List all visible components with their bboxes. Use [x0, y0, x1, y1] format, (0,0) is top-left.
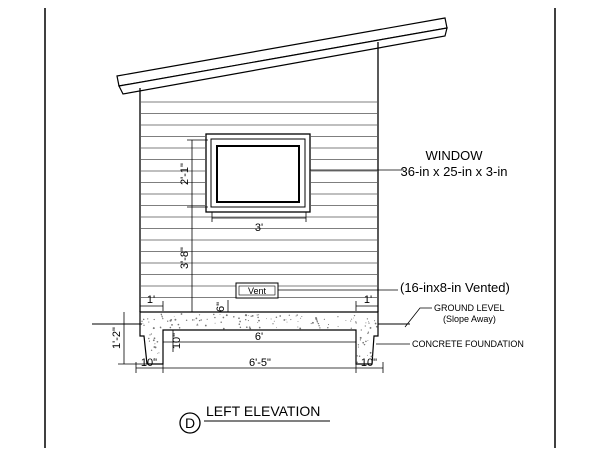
- hatch-dot: [356, 362, 358, 364]
- hatch-dot: [170, 327, 172, 329]
- hatch-dot: [317, 321, 318, 322]
- slope-label: (Slope Away): [443, 314, 496, 324]
- hatch-dot: [272, 323, 273, 324]
- vent-note: (16-inx8-in Vented): [400, 280, 510, 295]
- hatch-dot: [355, 321, 356, 322]
- hatch-dot: [376, 326, 378, 328]
- hatch-dot: [266, 318, 267, 319]
- hatch-dot: [300, 318, 301, 319]
- hatch-dot: [318, 323, 319, 324]
- hatch-dot: [370, 327, 372, 329]
- foundation-label: CONCRETE FOUNDATION: [412, 339, 524, 349]
- hatch-dot: [258, 320, 260, 322]
- hatch-dot: [356, 322, 357, 323]
- hatch-dot: [171, 324, 173, 326]
- hatch-dot: [240, 327, 241, 328]
- hatch-dot: [360, 337, 362, 339]
- hatch-dot: [174, 319, 176, 321]
- hatch-dot: [154, 319, 155, 320]
- hatch-dot: [252, 315, 254, 317]
- hatch-dot: [249, 328, 251, 330]
- hatch-dot: [141, 321, 142, 322]
- hatch-dot: [367, 340, 368, 341]
- hatch-dot: [370, 352, 372, 354]
- hatch-dot: [286, 319, 287, 320]
- hatch-dot: [257, 314, 258, 315]
- hatch-dot: [197, 325, 198, 326]
- hatch-dot: [315, 318, 317, 320]
- hatch-dot: [297, 314, 298, 315]
- hatch-dot: [365, 325, 366, 326]
- hatch-dot: [142, 323, 143, 324]
- overall-inner-label: 6'-5": [249, 357, 271, 369]
- vent-gap-label: 6": [215, 301, 227, 313]
- hatch-dot: [271, 319, 272, 320]
- hatch-dot: [353, 318, 354, 319]
- hatch-dot: [374, 320, 375, 321]
- hatch-dot: [215, 323, 216, 324]
- hatch-dot: [196, 325, 197, 326]
- window-label: WINDOW: [425, 148, 483, 163]
- hatch-dot: [154, 337, 156, 339]
- footing-depth-label: 1'-2": [111, 327, 123, 349]
- hatch-dot: [143, 325, 144, 326]
- hatch-dot: [196, 318, 198, 320]
- hatch-dot: [364, 344, 365, 345]
- hatch-dot: [361, 329, 362, 330]
- hatch-dot: [297, 326, 298, 327]
- hatch-dot: [350, 321, 351, 322]
- vent-label: Vent: [247, 286, 267, 296]
- hatch-dot: [248, 315, 249, 316]
- hatch-dot: [226, 314, 228, 316]
- hatch-dot: [318, 325, 319, 326]
- hatch-dot: [375, 323, 376, 324]
- hatch-dot: [197, 324, 198, 325]
- hatch-dot: [151, 333, 152, 334]
- hatch-dot: [245, 319, 246, 320]
- hatch-dot: [283, 319, 285, 321]
- hatch-dot: [186, 320, 187, 321]
- hatch-dot: [290, 319, 291, 320]
- hatch-dot: [178, 324, 180, 326]
- hatch-dot: [214, 317, 215, 318]
- hatch-dot: [223, 328, 225, 330]
- hatch-dot: [157, 353, 158, 354]
- hatch-dot: [367, 318, 368, 319]
- hatch-dot: [351, 319, 352, 320]
- hatch-dot: [239, 323, 241, 325]
- hatch-dot: [351, 328, 352, 329]
- hatch-dot: [324, 319, 325, 320]
- hatch-dot: [345, 320, 346, 321]
- hatch-dot: [299, 327, 301, 329]
- sill-height-label: 3'-8": [179, 247, 191, 269]
- hatch-dot: [337, 316, 338, 317]
- hatch-dot: [199, 320, 200, 321]
- hatch-dot: [276, 327, 277, 328]
- hatch-dot: [162, 318, 163, 319]
- hatch-dot: [149, 340, 150, 341]
- hatch-dot: [192, 319, 194, 321]
- hatch-dot: [149, 334, 150, 335]
- hatch-dot: [148, 322, 149, 323]
- hatch-dot: [143, 319, 145, 321]
- drawing-title: LEFT ELEVATION: [206, 403, 321, 419]
- hatch-dot: [257, 322, 258, 323]
- hatch-dot: [274, 321, 275, 322]
- hatch-dot: [181, 313, 183, 315]
- hatch-dot: [362, 342, 364, 344]
- hatch-dot: [239, 321, 241, 323]
- hatch-dot: [160, 327, 161, 328]
- hatch-dot: [153, 346, 155, 348]
- hatch-dot: [220, 322, 221, 323]
- hatch-dot: [296, 315, 297, 316]
- hatch-dot: [238, 317, 240, 319]
- hatch-dot: [365, 322, 366, 323]
- roof: [117, 18, 447, 94]
- hatch-dot: [245, 314, 247, 316]
- hatch-dot: [170, 319, 172, 321]
- hatch-dot: [179, 327, 181, 329]
- hatch-dot: [194, 319, 195, 320]
- hatch-dot: [251, 316, 252, 317]
- left-1ft-label: 1': [146, 294, 156, 306]
- window-width-label: 3': [254, 222, 264, 234]
- hatch-dot: [259, 327, 261, 329]
- hatch-dot: [167, 321, 168, 322]
- hatch-dot: [207, 319, 208, 320]
- hatch-dot: [368, 332, 369, 333]
- hatch-dot: [354, 315, 355, 316]
- hatch-dot: [319, 327, 320, 328]
- hatch-dot: [200, 319, 201, 320]
- hatch-dot: [257, 317, 259, 319]
- hatch-dot: [367, 333, 368, 334]
- hatch-dot: [149, 341, 150, 342]
- ground-level-label: GROUND LEVEL: [434, 303, 505, 313]
- hatch-dot: [312, 322, 314, 324]
- window: [206, 134, 310, 212]
- hatch-dot: [338, 326, 339, 327]
- hatch-dot: [298, 321, 299, 322]
- hatch-dot: [365, 341, 367, 343]
- hatch-dot: [205, 325, 207, 327]
- hatch-dot: [328, 324, 329, 325]
- hatch-dot: [368, 321, 369, 322]
- hatch-dot: [248, 320, 249, 321]
- hatch-dot: [358, 344, 359, 345]
- hatch-dot: [153, 339, 155, 341]
- hatch-dot: [289, 315, 290, 316]
- view-letter: D: [184, 415, 196, 431]
- hatch-dot: [357, 355, 358, 356]
- hatch-dot: [220, 314, 221, 315]
- hatch-dot: [151, 350, 152, 351]
- hatch-dot: [162, 317, 163, 318]
- hatch-dot: [157, 341, 159, 343]
- hatch-dot: [199, 314, 200, 315]
- hatch-dot: [258, 314, 259, 315]
- hatch-dot: [154, 343, 155, 344]
- hatch-dot: [223, 317, 225, 319]
- hatch-dot: [213, 314, 215, 316]
- hatch-dot: [327, 327, 328, 328]
- hatch-dot: [367, 355, 368, 356]
- hatch-dot: [147, 318, 148, 319]
- footing-inner-label: 10": [171, 332, 183, 350]
- hatch-dot: [233, 316, 235, 318]
- hatch-dot: [153, 327, 155, 329]
- hatch-dot: [279, 315, 281, 317]
- hatch-dot: [368, 323, 369, 324]
- hatch-dot: [161, 314, 162, 315]
- hatch-dot: [301, 316, 302, 317]
- hatch-dot: [276, 316, 278, 318]
- hatch-dot: [148, 338, 149, 339]
- window-size: 36-in x 25-in x 3-in: [400, 164, 508, 179]
- window-height-label: 2'-1": [179, 163, 191, 185]
- hatch-dot: [358, 347, 359, 348]
- right-10in-label: 10": [360, 357, 378, 369]
- hatch-dot: [360, 339, 361, 340]
- hatch-dot: [174, 316, 175, 317]
- hatch-dot: [287, 322, 288, 323]
- hatch-dot: [158, 352, 159, 353]
- left-10in-label: 10": [140, 357, 158, 369]
- inner-width-label: 6': [254, 331, 264, 343]
- right-1ft-label: 1': [363, 294, 373, 306]
- hatch-dot: [311, 323, 312, 324]
- hatch-dot: [246, 326, 248, 328]
